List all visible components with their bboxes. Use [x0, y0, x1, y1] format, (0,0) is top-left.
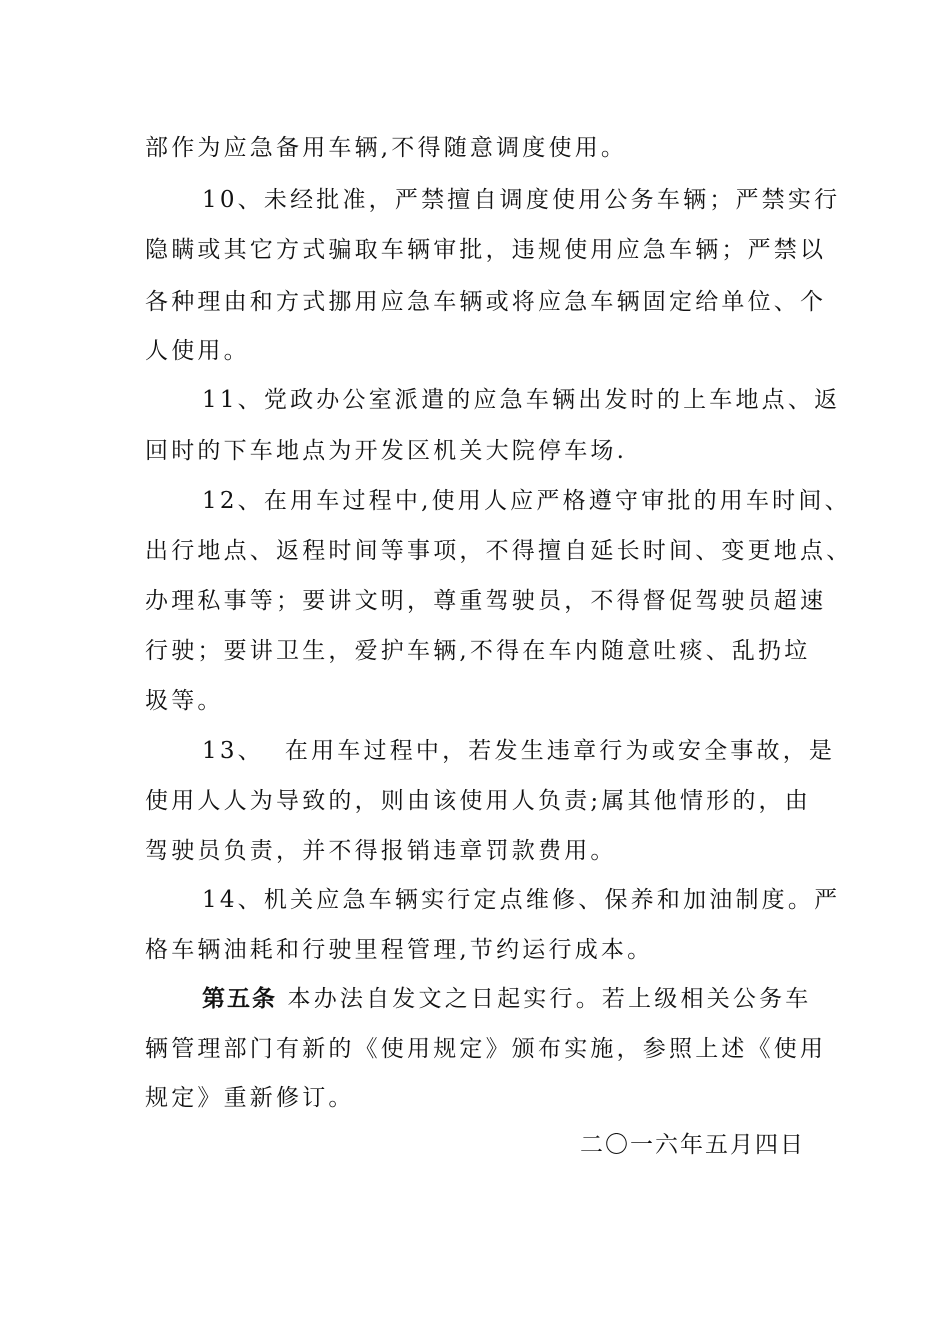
paragraph-line: 出行地点、返程时间等事项，不得擅自延长时间、变更地点、 [145, 538, 853, 564]
paragraph-line: 使用人人为导致的，则由该使用人负责;属其他情形的，由 [145, 788, 811, 814]
item-14-line: 14、机关应急车辆实行定点维修、保养和加油制度。严 [202, 887, 841, 913]
article-5-text: 本办法自发文之日起实行。若上级相关公务车 [277, 986, 812, 1012]
paragraph-line: 圾等。 [145, 688, 224, 714]
paragraph-line: 规定》重新修订。 [145, 1085, 355, 1111]
paragraph-line: 办理私事等；要讲文明，尊重驾驶员，不得督促驾驶员超速 [145, 588, 827, 614]
item-12-line: 12、在用车过程中,使用人应严格遵守审批的用车时间、 [202, 488, 851, 514]
paragraph-line: 回时的下车地点为开发区机关大院停车场. [145, 438, 628, 464]
paragraph-line: 行驶；要讲卫生，爱护车辆,不得在车内随意吐痰、乱扔垃 [145, 638, 811, 664]
paragraph-line: 辆管理部门有新的《使用规定》颁布实施，参照上述《使用 [145, 1036, 827, 1062]
article-5-line [202, 979, 827, 1019]
article-5-heading: 第五条 [202, 986, 277, 1012]
paragraph-line: 各种理由和方式挪用应急车辆或将应急车辆固定给单位、个 [145, 289, 827, 315]
paragraph-line: 人使用。 [145, 338, 250, 364]
item-11-line: 11、党政办公室派遣的应急车辆出发时的上车地点、返 [202, 387, 841, 413]
item-10-line: 10、未经批准，严禁擅自调度使用公务车辆；严禁实行 [202, 187, 841, 213]
paragraph-line: 部作为应急备用车辆,不得随意调度使用。 [145, 135, 628, 161]
paragraph-line: 隐瞒或其它方式骗取车辆审批，违规使用应急车辆；严禁以 [145, 237, 827, 263]
item-13-line: 13、 在用车过程中，若发生违章行为或安全事故，是 [202, 738, 836, 764]
document-date: 二〇一六年五月四日 [580, 1132, 805, 1158]
paragraph-line: 驾驶员负责，并不得报销违章罚款费用。 [145, 838, 617, 864]
paragraph-line: 格车辆油耗和行驶里程管理,节约运行成本。 [145, 937, 654, 963]
